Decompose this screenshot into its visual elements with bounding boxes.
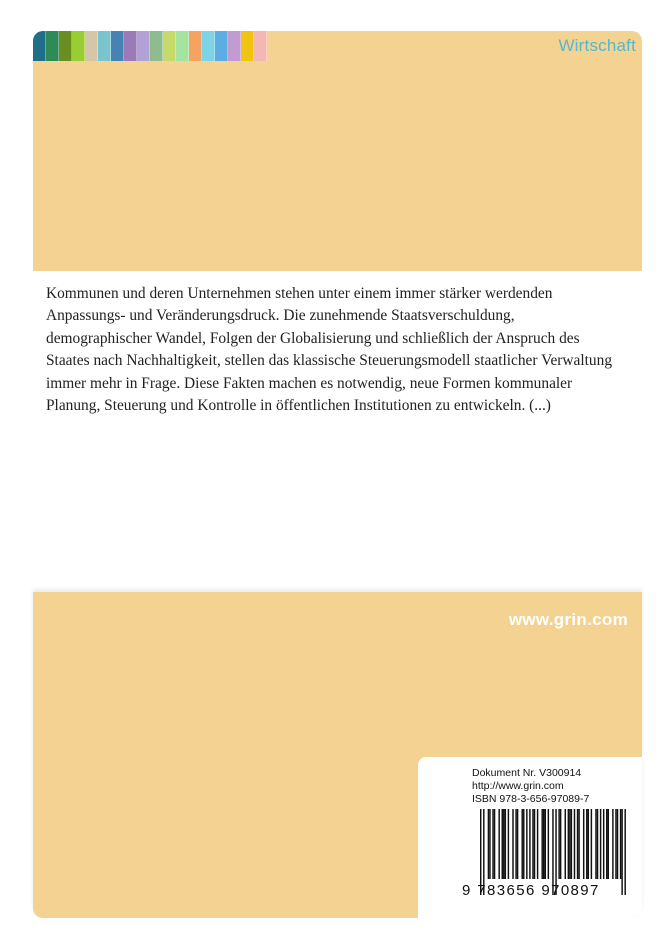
color-stripe xyxy=(254,31,267,61)
book-blurb: Kommunen und deren Unternehmen stehen unter einem immer stärker werdenden Anpassungs- und Veränderungsdruck. Die zunehmende Staatsverschuldung, demographischer Wandel, Folgen der Globalisierung und schließlich der Anspruch des Staates nach Nachhaltigkeit, stellen das klassische Steuerungsmodell staatlicher Verwaltung immer mehr in Frage. Diese Fakten machen es notwendig, neue Formen kommunaler Planung, Steuerung und Kontrolle in öffentlichen Institutionen zu entwickeln. (...) xyxy=(46,285,613,415)
color-stripe xyxy=(98,31,111,61)
color-stripe xyxy=(72,31,85,61)
color-stripe xyxy=(111,31,124,61)
color-stripes xyxy=(33,31,267,61)
color-stripe xyxy=(137,31,150,61)
color-stripe xyxy=(150,31,163,61)
color-stripe xyxy=(241,31,254,61)
color-stripe xyxy=(46,31,59,61)
color-stripe xyxy=(176,31,189,61)
document-number: Dokument Nr. V300914 xyxy=(472,767,582,779)
barcode-digits: 9 783656 970897 xyxy=(462,882,600,899)
color-stripe xyxy=(228,31,241,61)
isbn-number: ISBN 978-3-656-97089-7 xyxy=(472,793,590,805)
color-stripe xyxy=(163,31,176,61)
publisher-website: www.grin.com xyxy=(508,610,628,629)
color-stripe xyxy=(202,31,215,61)
color-stripe xyxy=(124,31,137,61)
publisher-url: http://www.grin.com xyxy=(472,780,564,792)
top-color-panel xyxy=(33,31,642,271)
color-stripe xyxy=(59,31,72,61)
color-stripe xyxy=(189,31,202,61)
color-stripe xyxy=(215,31,228,61)
document-meta xyxy=(472,767,589,806)
color-stripe xyxy=(33,31,46,61)
category-label: Wirtschaft xyxy=(558,36,636,55)
isbn-box xyxy=(418,757,642,918)
color-stripe xyxy=(85,31,98,61)
